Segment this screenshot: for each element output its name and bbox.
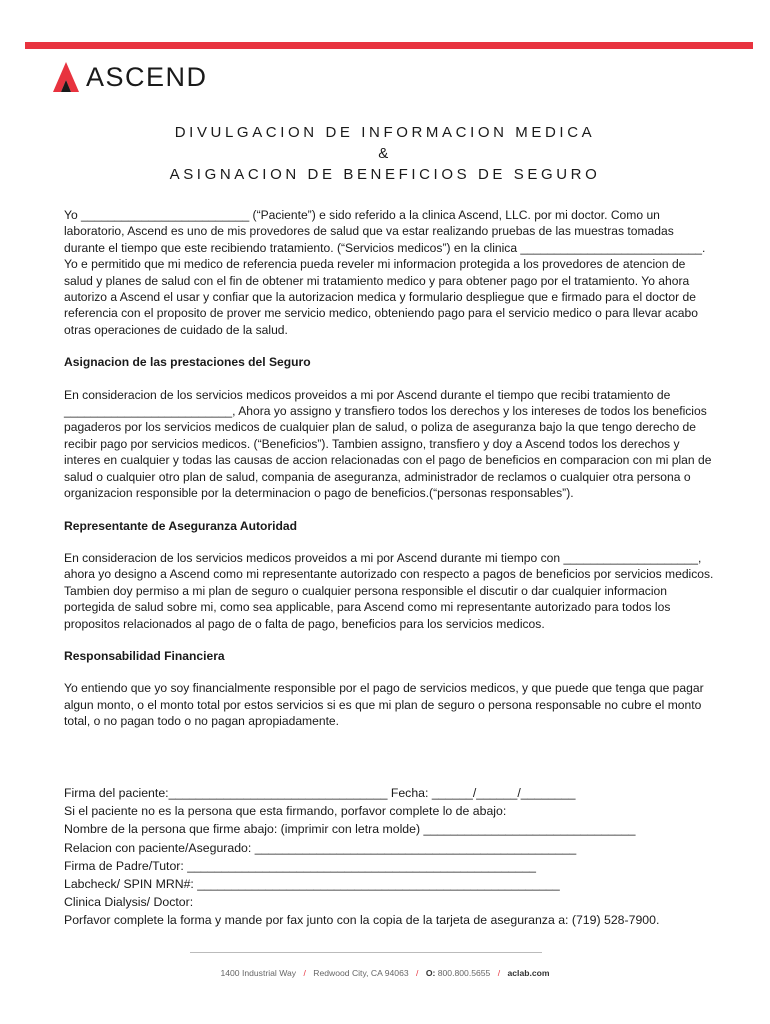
- document-body: [64, 207, 714, 730]
- brand-name: ASCEND: [86, 61, 208, 92]
- footer-phone: 800.800.5655: [437, 968, 491, 978]
- fax-instruction: Porfavor complete la forma y mande por fax junto con la copia de la tarjeta de aseguranza a: (719) 528-7900.: [64, 913, 660, 928]
- footer: [0, 968, 770, 978]
- section-heading-authorized-representative: Representante de Aseguranza Autoridad: [64, 518, 297, 533]
- intro-paragraph: Yo _________________________ (“Paciente”) e sido referido a la clinica Ascend, LLC. por mi doctor. Como un laboratorio, Ascend es uno de mis provedores de salud que va estar realizando pruebas de las muestras tomadas durante el tiempo que este recibiendo tratamiento. (“Servicios medicos”) en la clinica ___________________________. Yo e permitido que mi medico de referencia pueda reveler mi informacion protegida a los provedores de atencion de salud y planes de salud con el fin de obtener mi tratamiento medico y para obtener pago por el tratamiento. Yo ahora autorizo a Ascend el usar y confiar que la autorizacion medica y formulario despliegue que e firmado para el doctor de referencia con el proposito de prover me servicio medico, obteniendo pago para el servicio medico o para llevar acabo otras operaciones de cuidado de la salud.: [64, 208, 706, 337]
- ascend-triangle-logo-icon: [52, 61, 80, 93]
- patient-signature-line[interactable]: Firma del paciente:________________________________ Fecha: ______/______/________: [64, 786, 576, 800]
- section-heading-insurance-assignment: Asignacion de las prestaciones del Seguro: [64, 355, 311, 370]
- ascend-logo: [52, 60, 208, 94]
- document-title: [0, 122, 770, 185]
- signature-form: [64, 784, 724, 930]
- section-body-insurance-assignment: En consideracion de los servicios medicos proveidos a mi por Ascend durante el tiempo que recibi tratamiento de _________________________, Ahora yo assigno y transfiero todos los derechos y los intereses de todos los beneficios pagaderos por los servicios medicos de cualquier plan de salud, o poliza de aseguranza bajo la que tengo derecho de recibir pago por servicios medicos. (“Beneficios”). Tambien assigno, transfiero y doy a Ascend todos los derechos y interes en cualquier y todas las causas de accion relacionadas con el pago de beneficios en comparacion con mi plan de salud o cualquier otro plan de salud, compania de aseguranza, administrador de reclamos o cualquier otra persona o organizacion responsible por la determinacion o pago de beneficios.(“personas responsables”).: [64, 387, 712, 501]
- footer-separator: /: [303, 968, 306, 978]
- guardian-signature-line[interactable]: Firma de Padre/Tutor: ___________________________________________________: [64, 858, 537, 873]
- title-line-1: DIVULGACION DE INFORMACION MEDICA: [174, 124, 596, 141]
- footer-address: 1400 Industrial Way: [220, 968, 297, 978]
- section-heading-financial-responsibility: Responsabilidad Financiera: [64, 648, 225, 663]
- section-body-authorized-representative: En consideracion de los servicios medicos proveidos a mi por Ascend durante mi tiempo con ____________________, ahora yo designo a Ascend como mi representante autorizado con respecto a pagos de beneficios por servicios medicos. Tambien doy permiso a mi plan de seguro o cualquier persona responsible el discutir o dar cualquier informacion portegida de salud sobre mi, como sea applicable, para Ascend como mi representante autorizado para todos los propositos relacionados al pago de o falta de pago, beneficios para los servicios medicos.: [64, 550, 714, 631]
- relationship-line[interactable]: Relacion con paciente/Asegurado: _______________________________________________: [64, 840, 577, 855]
- clinic-doctor-line[interactable]: Clinica Dialysis/ Doctor:: [64, 895, 194, 910]
- footer-separator: /: [416, 968, 419, 978]
- footer-divider: [190, 952, 542, 953]
- footer-website-link[interactable]: aclab.com: [507, 968, 550, 978]
- title-line-3: ASIGNACION DE BENEFICIOS DE SEGURO: [169, 166, 601, 183]
- footer-city: Redwood City, CA 94063: [313, 968, 409, 978]
- title-line-2: &: [378, 145, 392, 162]
- footer-phone-label: O:: [425, 968, 436, 978]
- mrn-line[interactable]: Labcheck/ SPIN MRN#: _____________________________________________________: [64, 877, 560, 892]
- section-body-financial-responsibility: Yo entiendo que yo soy financialmente responsible por el pago de servicios medicos, y que puede que tenga que pagar algun monto, o el monto total por estos servicios si es que mi plan de seguro o persona responsable no cubre el monto total, o no pagan todo o no pagan apropiadamente.: [64, 681, 704, 729]
- signer-name-line[interactable]: Nombre de la persona que firme abajo: (imprimir con letra molde) _______________________________: [64, 822, 636, 837]
- non-patient-instruction: Si el paciente no es la persona que esta firmando, porfavor complete lo de abajo:: [64, 804, 507, 819]
- top-accent-bar: [25, 42, 753, 49]
- footer-separator: /: [497, 968, 501, 978]
